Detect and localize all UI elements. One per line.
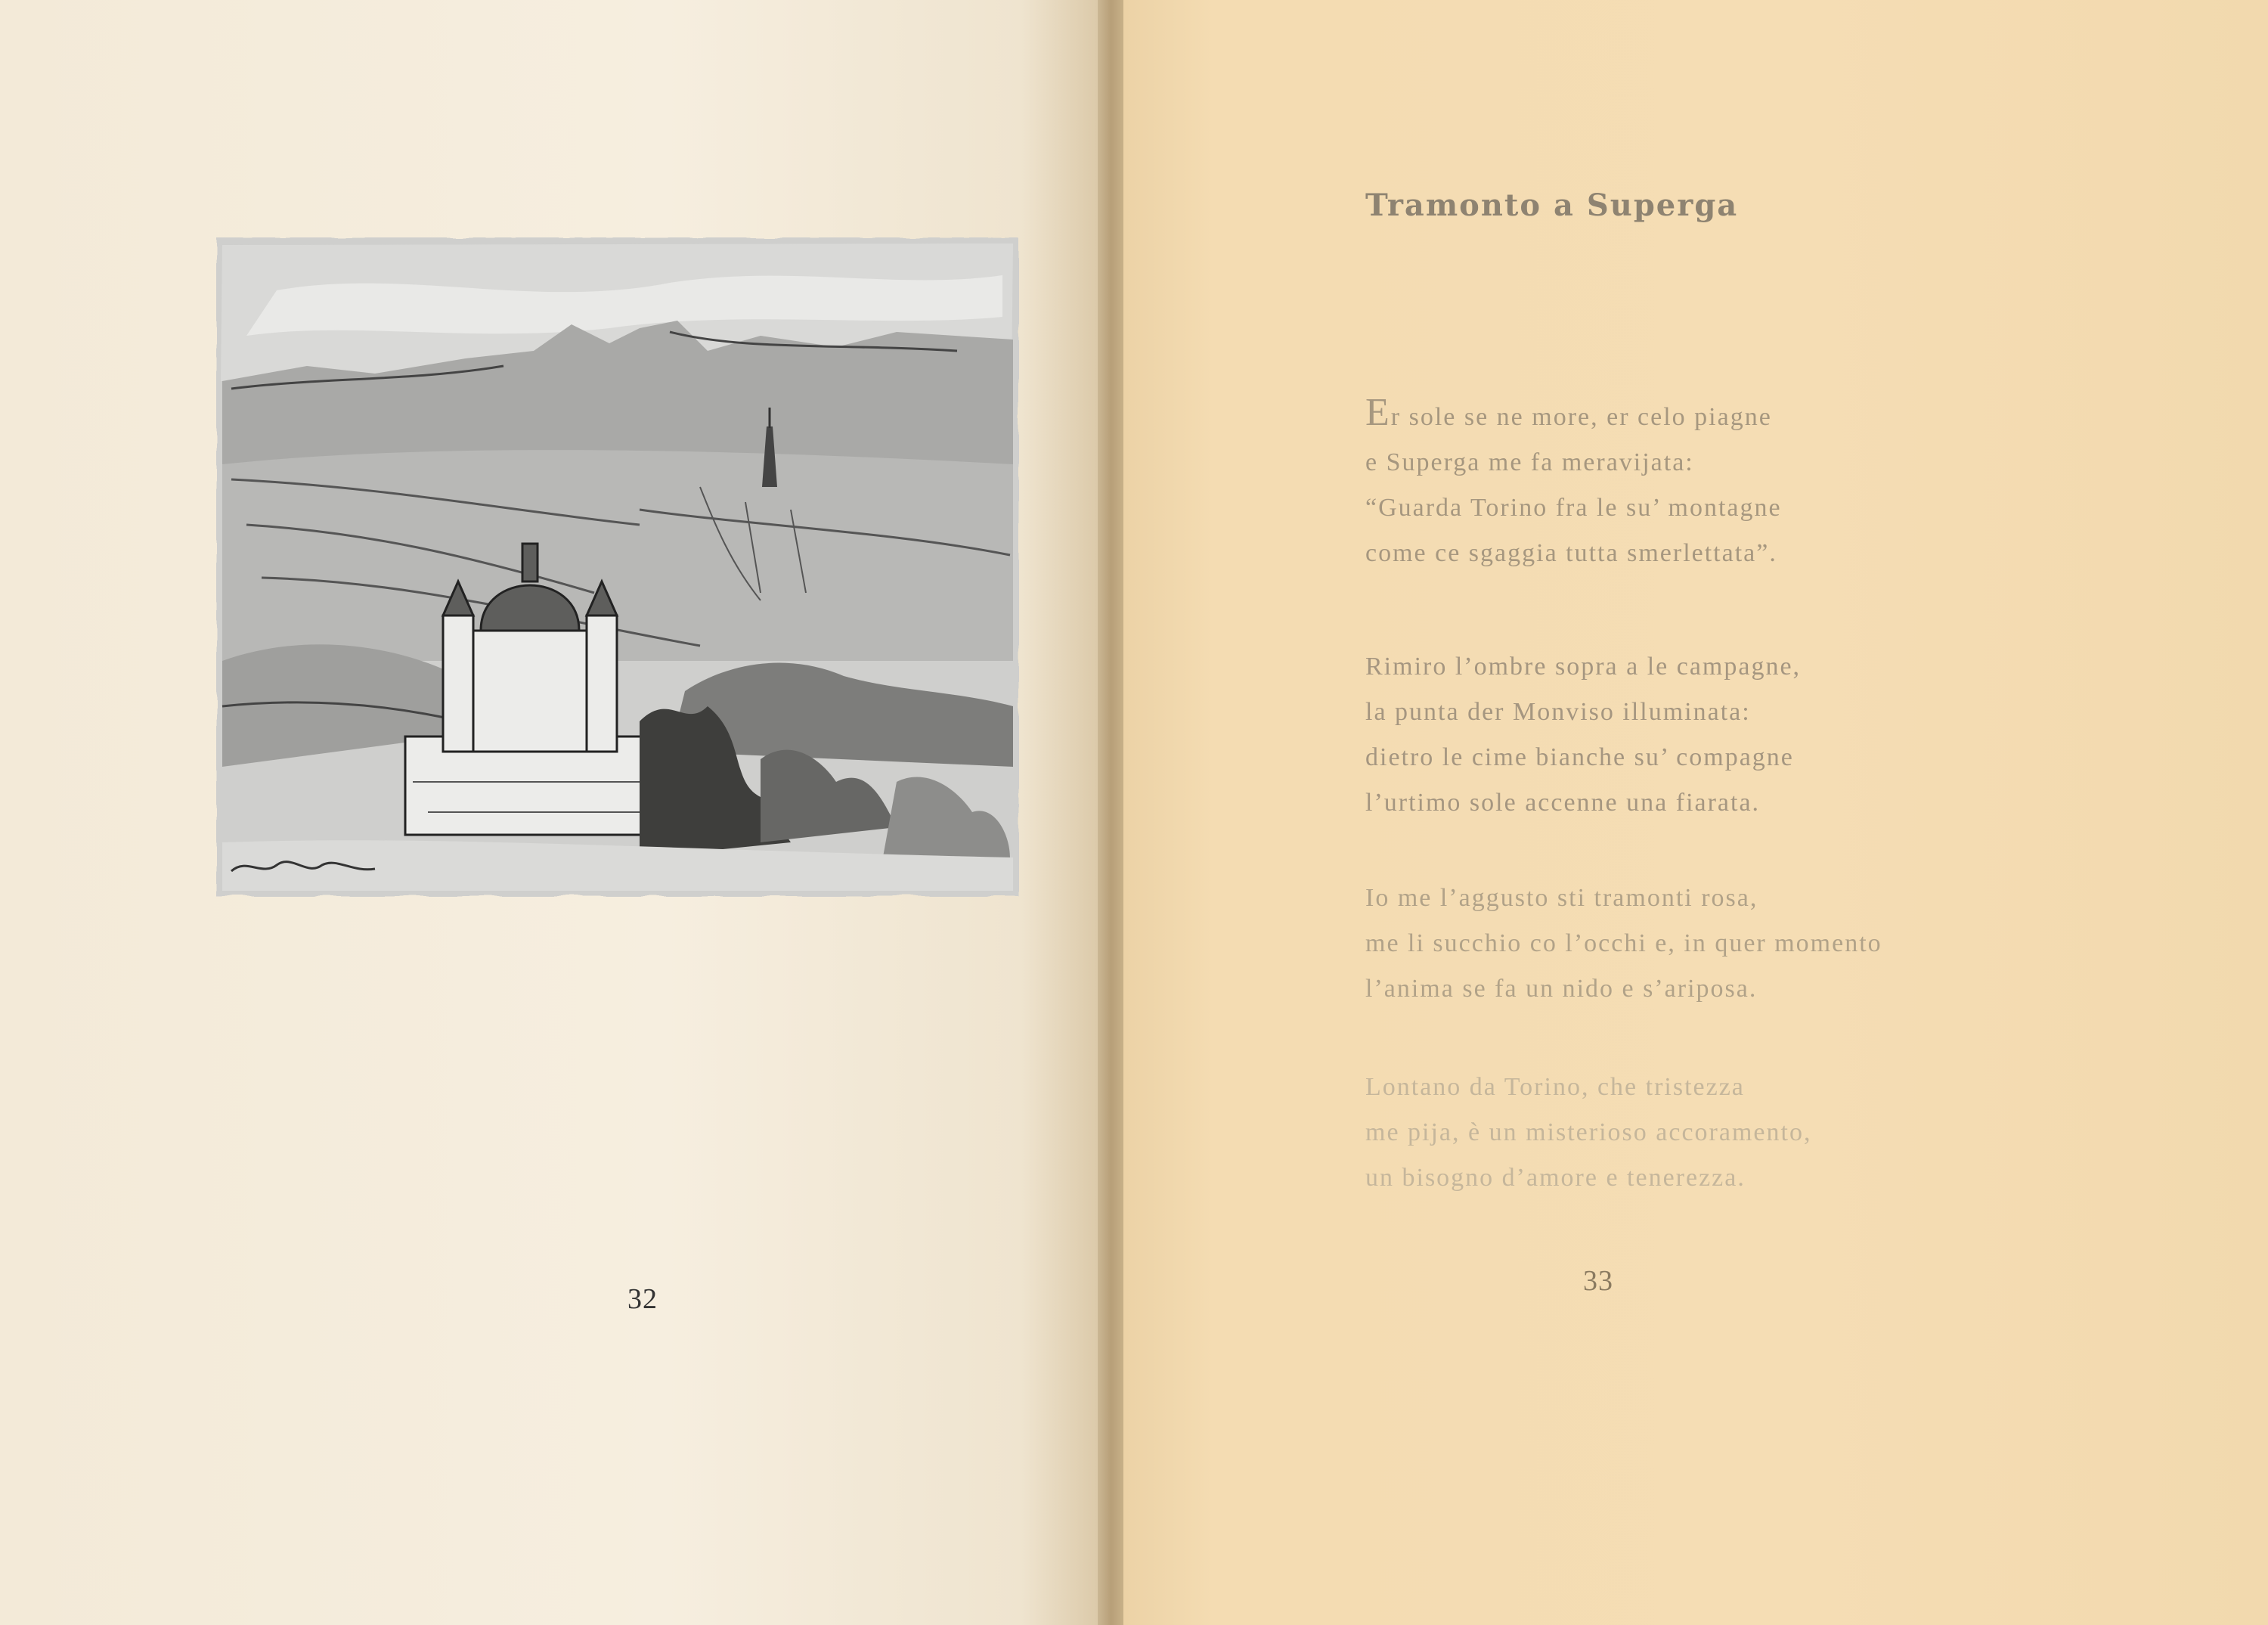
left-page — [0, 0, 1110, 1625]
drop-cap: E — [1365, 391, 1391, 434]
poem-line: Io me l’aggusto sti tramonti rosa, — [1365, 884, 1758, 912]
poem-line: Lontano da Torino, che tristezza — [1365, 1073, 1745, 1101]
poem-line: “Guarda Torino fra le su’ montagne — [1365, 494, 1782, 522]
poem-line: come ce sgaggia tutta smerlettata”. — [1365, 539, 1777, 567]
stanza-4 — [1365, 1065, 2046, 1201]
poem-line: e Superga me fa meravijata: — [1365, 448, 1694, 476]
poem-line: dietro le cime bianche su’ compagne — [1365, 743, 1794, 771]
poem-line: la punta der Monviso illuminata: — [1365, 698, 1751, 726]
page-number-left: 32 — [627, 1283, 658, 1315]
poem-line: me pija, è un misterioso accoramento, — [1365, 1118, 1812, 1146]
page-number-right: 33 — [1583, 1265, 1613, 1297]
poem-line: un bisogno d’amore e tenerezza. — [1365, 1164, 1746, 1192]
stanza-1 — [1365, 391, 2046, 576]
poem-line: l’urtimo sole accenne una fiarata. — [1365, 789, 1761, 817]
poem-line: Rimiro l’ombre sopra a le campagne, — [1365, 653, 1802, 681]
poem-line: l’anima se fa un nido e s’ariposa. — [1365, 975, 1758, 1003]
superga-illustration — [216, 237, 1019, 897]
poem-line-text: r sole se ne more, er celo piagne — [1390, 403, 1772, 431]
poem-title: Tramonto a Superga — [1365, 188, 1739, 223]
poem-line: me li succhio co l’occhi e, in quer momento — [1365, 929, 1882, 957]
stanza-2 — [1365, 644, 2046, 826]
poem-line — [1365, 391, 2046, 440]
stanza-3 — [1365, 876, 2046, 1012]
